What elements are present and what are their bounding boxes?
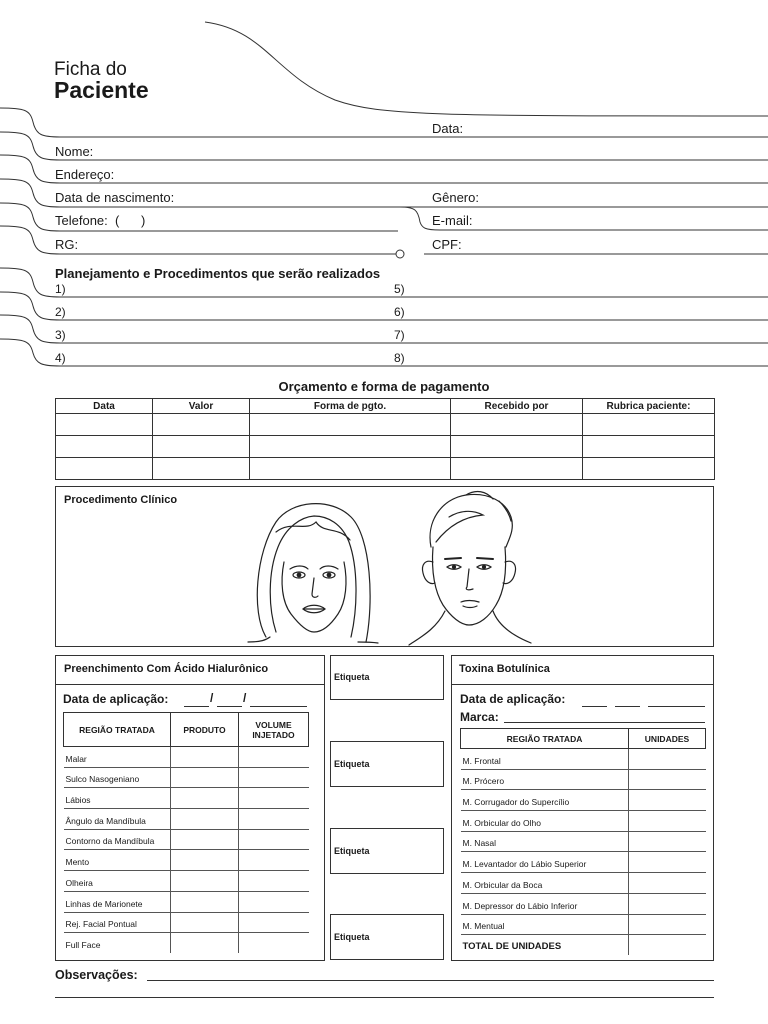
units-cell[interactable] [629, 749, 706, 770]
botulinum-title: Toxina Botulínica [459, 663, 550, 675]
label-box-text: Etiqueta [334, 846, 370, 856]
hyaluronic-table [63, 712, 309, 953]
hyaluronic-box [55, 655, 325, 961]
hyaluronic-header-row [64, 713, 309, 747]
payment-cell[interactable] [153, 436, 250, 458]
table-row [461, 769, 706, 790]
planning-item-4[interactable]: 4) [55, 351, 66, 365]
table-row [461, 873, 706, 894]
table-row [461, 893, 706, 914]
hyaluronic-col-region: REGIÃO TRATADA [64, 713, 171, 747]
planning-item-2[interactable]: 2) [55, 305, 66, 319]
observations-line-2[interactable] [55, 997, 714, 998]
volume-cell[interactable] [239, 767, 309, 788]
volume-cell[interactable] [239, 891, 309, 912]
form-title-light: Ficha do [54, 59, 127, 80]
hyaluronic-region-name: Ângulo da Mandíbula [64, 809, 171, 830]
payment-cell[interactable] [56, 458, 153, 480]
volume-cell[interactable] [239, 809, 309, 830]
hyaluronic-date-slash-2: / [243, 691, 247, 705]
table-row [461, 790, 706, 811]
hyaluronic-date-day-line[interactable] [184, 706, 209, 707]
payment-cell[interactable] [451, 414, 583, 436]
product-cell[interactable] [171, 933, 239, 954]
table-row [461, 935, 706, 956]
botulinum-brand-line[interactable] [504, 722, 705, 723]
table-row [461, 831, 706, 852]
payment-header-row [56, 399, 715, 414]
table-row [64, 850, 309, 871]
email-field-label[interactable]: E-mail: [432, 213, 473, 228]
hyaluronic-col-volume: VOLUME INJETADO [239, 713, 309, 747]
birthdate-field-label[interactable]: Data de nascimento: [55, 190, 175, 205]
hyaluronic-date-label: Data de aplicação: [63, 692, 169, 706]
gender-field-label[interactable]: Gênero: [432, 190, 479, 205]
product-cell[interactable] [171, 747, 239, 768]
botulinum-region-name: M. Frontal [461, 749, 629, 770]
product-cell[interactable] [171, 788, 239, 809]
payment-cell[interactable] [451, 436, 583, 458]
payment-cell[interactable] [583, 436, 715, 458]
planning-item-6[interactable]: 6) [394, 305, 405, 319]
table-row [64, 788, 309, 809]
hyaluronic-region-name: Olheira [64, 871, 171, 892]
botulinum-col-units: UNIDADES [629, 729, 706, 749]
label-box-2[interactable] [330, 741, 444, 787]
botulinum-region-name: M. Prócero [461, 769, 629, 790]
table-row [64, 747, 309, 768]
payment-cell[interactable] [451, 458, 583, 480]
observations-label: Observações: [55, 968, 138, 982]
table-row [56, 458, 715, 480]
botulinum-region-name: M. Corrugador do Supercílio [461, 790, 629, 811]
observations-line-1[interactable] [147, 980, 714, 981]
table-row [64, 912, 309, 933]
payment-table [55, 398, 715, 480]
hyaluronic-date-month-line[interactable] [217, 706, 242, 707]
planning-item-3[interactable]: 3) [55, 328, 66, 342]
hyaluronic-region-name: Linhas de Marionete [64, 891, 171, 912]
form-title-bold: Paciente [54, 77, 149, 103]
botulinum-total-label: TOTAL DE UNIDADES [462, 941, 562, 953]
planning-item-7[interactable]: 7) [394, 328, 405, 342]
units-cell[interactable] [629, 811, 706, 832]
payment-cell[interactable] [250, 458, 451, 480]
clinical-procedure-title: Procedimento Clínico [64, 494, 178, 506]
hyaluronic-region-name: Contorno da Mandíbula [64, 829, 171, 850]
total-units-cell[interactable] [629, 935, 706, 956]
payment-col-method: Forma de pgto. [250, 399, 451, 414]
label-box-text: Etiqueta [334, 672, 370, 682]
product-cell[interactable] [171, 871, 239, 892]
payment-cell[interactable] [56, 436, 153, 458]
planning-item-8[interactable]: 8) [394, 351, 405, 365]
units-cell[interactable] [629, 893, 706, 914]
hyaluronic-region-name: Sulco Nasogeniano [64, 767, 171, 788]
volume-cell[interactable] [239, 829, 309, 850]
botulinum-region-name: M. Mentual [461, 914, 629, 935]
planning-item-1[interactable]: 1) [55, 282, 66, 296]
payment-col-date: Data [56, 399, 153, 414]
product-cell[interactable] [171, 809, 239, 830]
botulinum-date-month-line[interactable] [615, 706, 640, 707]
rg-field-label[interactable]: RG: [55, 237, 79, 252]
table-row [461, 811, 706, 832]
planning-title: Planejamento e Procedimentos que serão realizados [55, 266, 381, 281]
volume-cell[interactable] [239, 933, 309, 954]
product-cell[interactable] [171, 767, 239, 788]
botulinum-divider [452, 684, 713, 685]
units-cell[interactable] [629, 790, 706, 811]
botulinum-region-name: M. Orbicular da Boca [461, 873, 629, 894]
botulinum-date-year-line[interactable] [648, 706, 705, 707]
table-row [64, 767, 309, 788]
units-cell[interactable] [629, 914, 706, 935]
name-field-label[interactable]: Nome: [55, 144, 94, 159]
label-box-4[interactable] [330, 914, 444, 960]
hyaluronic-title: Preenchimento Com Ácido Hialurônico [64, 663, 269, 675]
payment-col-signature: Rubrica paciente: [583, 399, 715, 414]
table-row [64, 829, 309, 850]
botulinum-header-row [461, 729, 706, 749]
botulinum-region-name: M. Orbicular do Olho [461, 811, 629, 832]
hyaluronic-date-slash-1: / [210, 691, 214, 705]
payment-cell[interactable] [250, 436, 451, 458]
volume-cell[interactable] [239, 871, 309, 892]
label-box-3[interactable] [330, 828, 444, 874]
table-row [64, 933, 309, 954]
label-box-text: Etiqueta [334, 932, 370, 942]
botulinum-date-day-line[interactable] [582, 706, 607, 707]
hyaluronic-region-name: Rej. Facial Pontual [64, 912, 171, 933]
female-face-illustration [246, 492, 381, 647]
table-row [64, 871, 309, 892]
product-cell[interactable] [171, 912, 239, 933]
hyaluronic-col-product: PRODUTO [171, 713, 239, 747]
table-row [64, 891, 309, 912]
units-cell[interactable] [629, 852, 706, 873]
payment-cell[interactable] [583, 414, 715, 436]
payment-col-received: Recebido por [451, 399, 583, 414]
payment-title: Orçamento e forma de pagamento [278, 379, 490, 394]
hyaluronic-region-name: Mento [64, 850, 171, 871]
payment-col-value: Valor [153, 399, 250, 414]
date-field-label[interactable]: Data: [432, 121, 464, 136]
table-row [461, 852, 706, 873]
table-row [461, 749, 706, 770]
botulinum-box [451, 655, 714, 961]
payment-cell[interactable] [153, 414, 250, 436]
clinical-procedure-box [55, 486, 714, 647]
male-face-illustration [401, 487, 536, 647]
botulinum-table [460, 728, 706, 955]
volume-cell[interactable] [239, 788, 309, 809]
hyaluronic-region-name: Lábios [64, 788, 171, 809]
botulinum-region-name: M. Depressor do Lábio Inferior [461, 893, 629, 914]
payment-cell[interactable] [153, 458, 250, 480]
hyaluronic-region-name: Full Face [65, 940, 101, 951]
address-field-label[interactable]: Endereço: [55, 167, 115, 182]
product-cell[interactable] [171, 829, 239, 850]
table-row [56, 414, 715, 436]
volume-cell[interactable] [239, 912, 309, 933]
volume-cell[interactable] [239, 747, 309, 768]
botulinum-brand-label: Marca: [460, 710, 499, 724]
payment-cell[interactable] [56, 414, 153, 436]
label-box-text: Etiqueta [334, 759, 370, 769]
botulinum-region-name: M. Levantador do Lábio Superior [461, 852, 629, 873]
payment-cell[interactable] [583, 458, 715, 480]
botulinum-col-region: REGIÃO TRATADA [461, 729, 629, 749]
label-box-1[interactable] [330, 655, 444, 700]
botulinum-date-label: Data de aplicação: [460, 692, 566, 706]
hyaluronic-region-name: Malar [64, 747, 171, 768]
units-cell[interactable] [629, 769, 706, 790]
units-cell[interactable] [629, 873, 706, 894]
table-row [64, 809, 309, 830]
phone-field-label[interactable]: Telefone: ( ) [55, 213, 146, 228]
payment-table-wrap [55, 398, 714, 480]
payment-cell[interactable] [250, 414, 451, 436]
hyaluronic-divider [56, 684, 324, 685]
table-row [56, 436, 715, 458]
product-cell[interactable] [171, 891, 239, 912]
volume-cell[interactable] [239, 850, 309, 871]
cpf-field-label[interactable]: CPF: [432, 237, 462, 252]
planning-item-5[interactable]: 5) [394, 282, 405, 296]
botulinum-region-name: M. Nasal [461, 831, 629, 852]
units-cell[interactable] [629, 831, 706, 852]
product-cell[interactable] [171, 850, 239, 871]
hyaluronic-date-year-line[interactable] [250, 706, 307, 707]
table-row [461, 914, 706, 935]
